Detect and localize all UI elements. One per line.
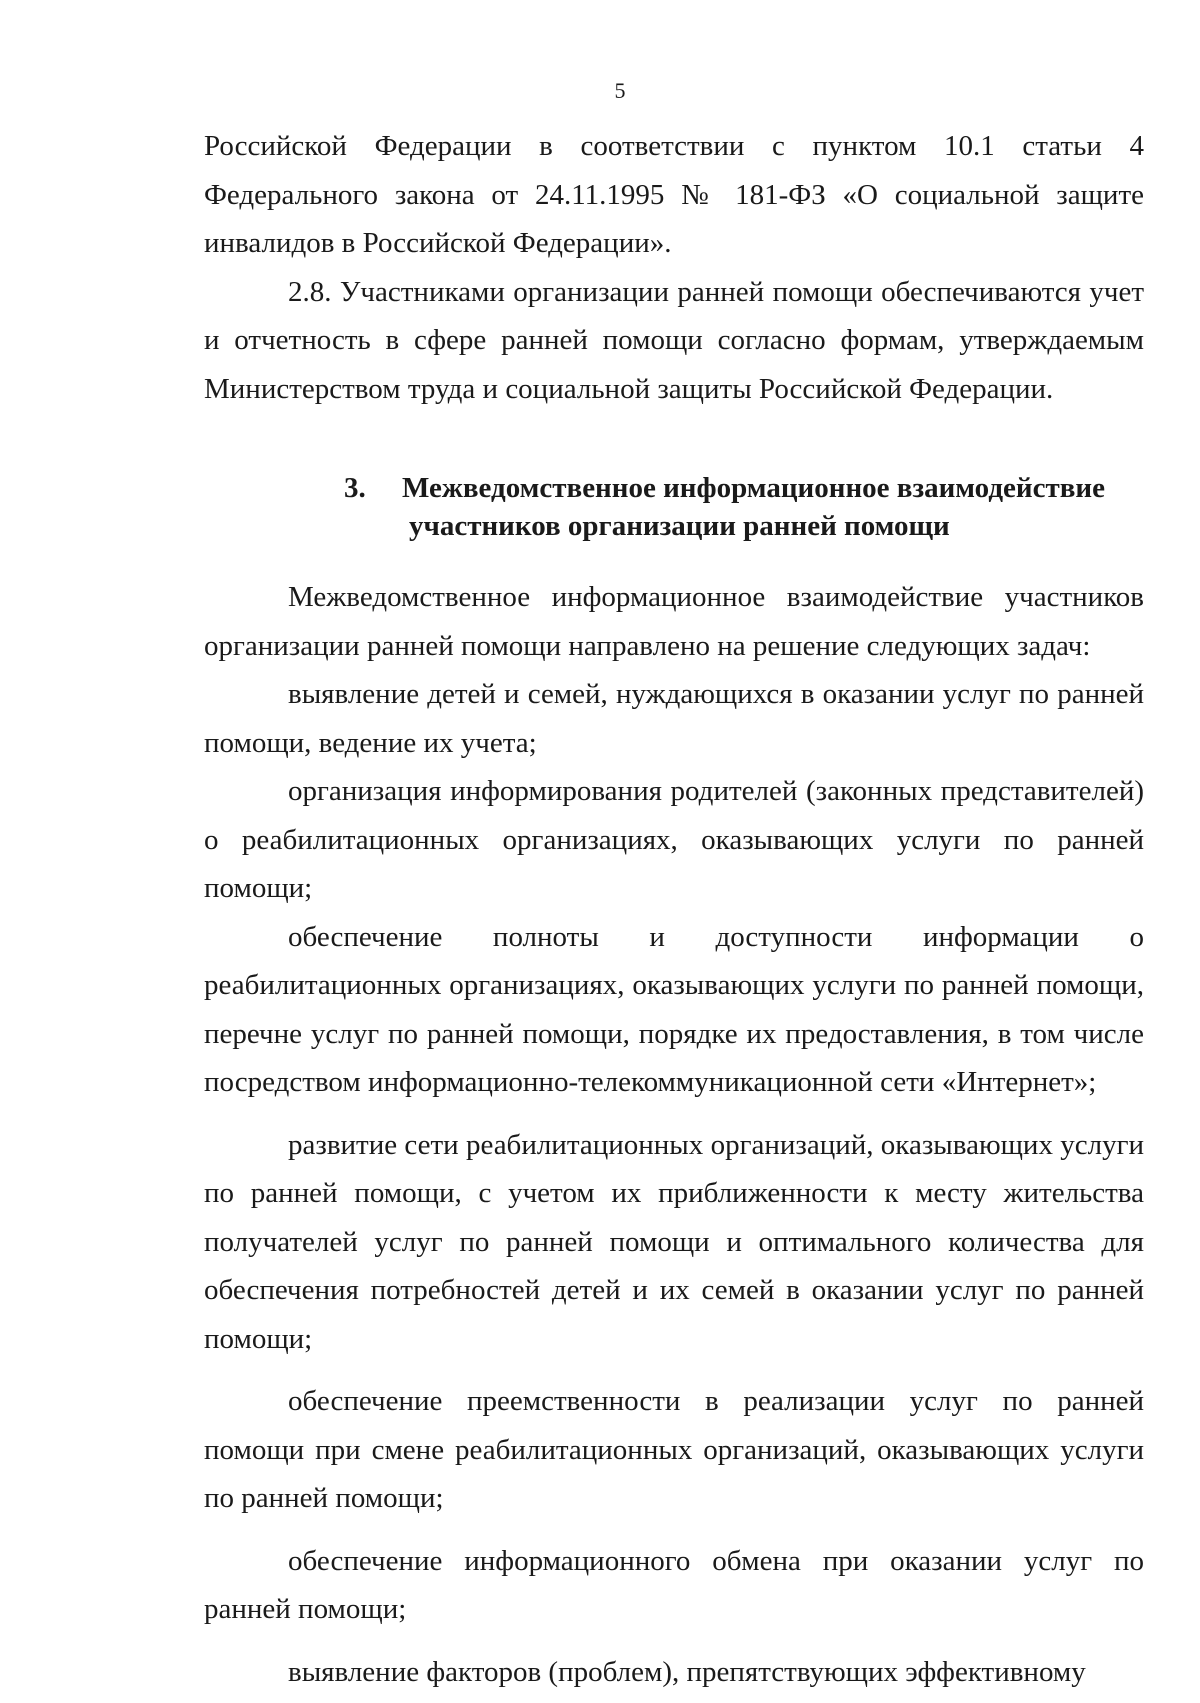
task-item: выявление детей и семей, нуждающихся в оказании услуг по ранней помощи, ведение их учета;	[204, 678, 1144, 759]
task-item: обеспечение преемственности в реализации услуг по ранней помощи при смене реабилитационных организаций, оказывающих услуги по ранней помощи;	[204, 1385, 1144, 1514]
task-item: развитие сети реабилитационных организаций, оказывающих услуги по ранней помощи, с учетом их приближенности к месту жительства получателей услуг по ранней помощи и оптимального количества для обеспечения потребностей детей и их семей в оказании услуг по ранней помощи;	[204, 1128, 1144, 1355]
section-number: 3.	[344, 472, 366, 504]
section-intro-paragraph: Межведомственное информационное взаимодействие участников организации ранней помощи направлено на решение следующих задач:	[204, 581, 1144, 662]
paragraph-continuation: Российской Федерации в соответствии с пунктом 10.1 статьи 4 Федерального закона от 24.11.1995 № 181-ФЗ «О социальной защите инвалидов в Российской Федерации».	[204, 130, 1144, 259]
document-body	[204, 122, 1144, 1696]
task-item: обеспечение информационного обмена при оказании услуг по ранней помощи;	[204, 1544, 1144, 1625]
task-item: организация информирования родителей (законных представителей) о реабилитационных организациях, оказывающих услуги по ранней помощи;	[204, 775, 1144, 904]
section-heading	[204, 469, 1144, 545]
page-number: 5	[614, 78, 626, 103]
section-title-line1: Межведомственное информационное взаимодействие	[402, 472, 1105, 504]
paragraph-2-8: 2.8. Участниками организации ранней помощи обеспечиваются учет и отчетность в сфере ранней помощи согласно формам, утверждаемым Министерством труда и социальной защиты Российской Федерации.	[204, 275, 1144, 405]
task-item: выявление факторов (проблем), препятствующих эффективному	[288, 1655, 1086, 1688]
task-item: обеспечение полноты и доступности информации о реабилитационных организациях, оказывающих услуги по ранней помощи, перечне услуг по ранней помощи, порядке их предоставления, в том числе посредством информационно-телекоммуникационной сети «Интернет»;	[204, 920, 1144, 1098]
section-title-line2: участников организации ранней помощи	[409, 510, 950, 542]
